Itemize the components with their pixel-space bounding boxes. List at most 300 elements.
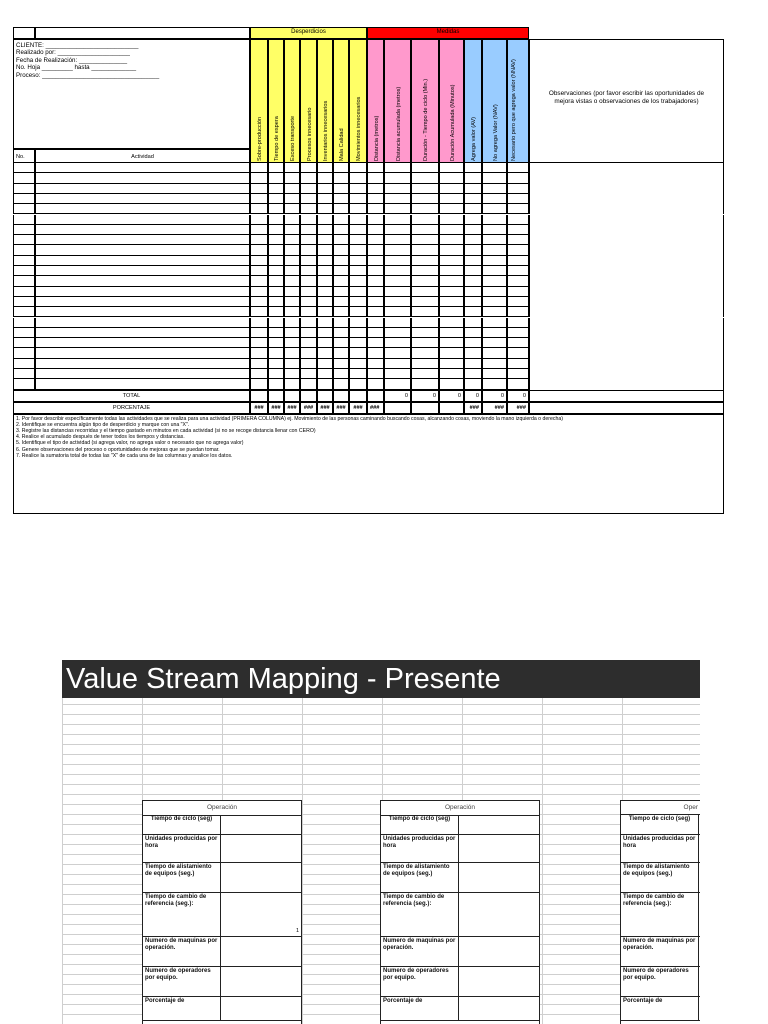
table-row-cell xyxy=(464,256,482,266)
table-row-cell xyxy=(250,276,268,286)
table-row-cell xyxy=(13,235,35,245)
table-row-cell xyxy=(507,225,529,235)
table-row-cell xyxy=(13,287,35,297)
medida-header xyxy=(439,39,464,163)
table-row-cell xyxy=(35,318,250,328)
table-row-cell xyxy=(250,204,268,214)
table-row-cell xyxy=(482,276,507,286)
table-row-cell xyxy=(268,163,284,173)
desperdicio-label: Exceso transporte xyxy=(290,115,296,161)
table-row-cell xyxy=(250,225,268,235)
table-row-cell xyxy=(13,204,35,214)
table-row-cell xyxy=(300,225,317,235)
total-obs-cell xyxy=(529,390,724,402)
table-row-cell xyxy=(284,369,300,379)
table-row-cell xyxy=(35,359,250,369)
table-row-cell xyxy=(13,318,35,328)
observaciones-header xyxy=(529,39,724,163)
table-row-cell xyxy=(464,225,482,235)
table-row-cell xyxy=(384,328,411,338)
table-row-cell xyxy=(507,173,529,183)
table-row-cell xyxy=(529,163,724,173)
operation-field-value[interactable] xyxy=(699,937,700,967)
table-row-cell xyxy=(333,369,349,379)
table-row-cell xyxy=(317,287,333,297)
table-row-cell xyxy=(507,215,529,225)
operation-field-value[interactable] xyxy=(699,997,700,1021)
table-row-cell xyxy=(529,266,724,276)
table-row-cell xyxy=(464,379,482,389)
operation-field-label: Tiempo de cambio de referencia (seg.): xyxy=(621,893,699,937)
grid-line xyxy=(62,784,700,785)
table-row-cell xyxy=(411,225,439,235)
grid-line xyxy=(542,698,543,1024)
table-row-cell xyxy=(411,276,439,286)
table-row-cell xyxy=(529,369,724,379)
porcentaje-value: ### xyxy=(287,404,297,411)
table-row-cell xyxy=(529,256,724,266)
table-row-cell xyxy=(13,215,35,225)
operation-field-label: Tiempo de alistamiento de equipos (seg.) xyxy=(621,863,699,893)
table-row-cell xyxy=(384,173,411,183)
client-info-line: Realizado por: _____________________ xyxy=(16,49,130,57)
table-row-cell xyxy=(35,297,250,307)
table-row-cell xyxy=(439,359,464,369)
table-row-cell xyxy=(13,348,35,358)
table-row-cell xyxy=(35,348,250,358)
table-row-cell xyxy=(482,163,507,173)
table-row-cell xyxy=(367,194,384,204)
table-row-cell xyxy=(439,256,464,266)
table-row-cell xyxy=(284,184,300,194)
operation-field-label: Numero de maquinas por operación. xyxy=(143,937,221,967)
grid-line xyxy=(302,698,303,1024)
desperdicio-label: Movimientos innecesarios xyxy=(356,96,362,161)
table-row-cell xyxy=(333,245,349,255)
porcentaje-value: ### xyxy=(336,404,346,411)
instruction-line: 4. Realice el acumulado después de tener todos los tiempos y distancias. xyxy=(16,434,185,441)
operation-field-value[interactable] xyxy=(221,937,301,967)
porcentaje-cell xyxy=(482,402,507,414)
table-row-cell xyxy=(317,266,333,276)
operation-field-label: Numero de operadores por equipo. xyxy=(381,967,459,997)
table-row-cell xyxy=(317,328,333,338)
grid-line xyxy=(62,744,700,745)
desperdicio-header xyxy=(284,39,300,163)
table-row-cell xyxy=(482,194,507,204)
table-row-cell xyxy=(384,348,411,358)
table-row-cell xyxy=(464,369,482,379)
table-row-cell xyxy=(300,369,317,379)
grid-line xyxy=(62,764,700,765)
medida-header xyxy=(411,39,439,163)
operation-field-value[interactable] xyxy=(221,815,301,835)
table-row-cell xyxy=(439,184,464,194)
table-row-cell xyxy=(317,235,333,245)
operation-field-value[interactable] xyxy=(221,863,301,893)
table-row-cell xyxy=(529,204,724,214)
table-row-cell xyxy=(529,225,724,235)
table-row-cell xyxy=(300,276,317,286)
table-row-cell xyxy=(349,348,367,358)
table-row-cell xyxy=(333,287,349,297)
table-row-cell xyxy=(482,338,507,348)
table-row-cell xyxy=(349,379,367,389)
table-row-cell xyxy=(411,328,439,338)
table-row-cell xyxy=(384,215,411,225)
medida-header xyxy=(482,39,507,163)
table-row-cell xyxy=(250,215,268,225)
table-row-cell xyxy=(384,359,411,369)
table-row-cell xyxy=(349,338,367,348)
table-row-cell xyxy=(411,245,439,255)
table-row-cell xyxy=(250,318,268,328)
medida-header xyxy=(367,39,384,163)
table-row-cell xyxy=(317,318,333,328)
table-row-cell xyxy=(367,266,384,276)
table-row-cell xyxy=(464,266,482,276)
table-row-cell xyxy=(13,359,35,369)
table-row-cell xyxy=(284,338,300,348)
table-row-cell xyxy=(349,173,367,183)
table-row-cell xyxy=(250,173,268,183)
table-row-cell xyxy=(35,215,250,225)
table-row-cell xyxy=(284,256,300,266)
table-row-cell xyxy=(507,369,529,379)
table-row-cell xyxy=(333,266,349,276)
operation-field-value[interactable] xyxy=(459,863,539,893)
table-row-cell xyxy=(317,359,333,369)
table-row-cell xyxy=(13,184,35,194)
table-row-cell xyxy=(349,204,367,214)
operation-field-label: Numero de maquinas por operación. xyxy=(381,937,459,967)
table-row-cell xyxy=(367,204,384,214)
total-cell xyxy=(333,390,349,402)
table-row-cell xyxy=(464,245,482,255)
operation-box xyxy=(142,800,302,1024)
table-row-cell xyxy=(333,297,349,307)
table-row-cell xyxy=(13,194,35,204)
table-row-cell xyxy=(482,245,507,255)
operation-field-value[interactable]: 1 xyxy=(221,893,301,937)
instruction-line: 3. Registre las distancias recorridas y el tiempo gastado en minutos en cada actividad (si no se recoge distancia llenar con CERO) xyxy=(16,428,316,434)
table-row-cell xyxy=(507,256,529,266)
total-row-label-cell xyxy=(13,390,250,402)
table-row-cell xyxy=(250,235,268,245)
table-row-cell xyxy=(268,266,284,276)
table-row-cell xyxy=(507,266,529,276)
grid-line xyxy=(62,724,700,725)
vsm-title: Value Stream Mapping - Presente xyxy=(62,660,700,698)
operation-field-value[interactable] xyxy=(221,967,301,997)
table-row-cell xyxy=(464,348,482,358)
operation-box xyxy=(380,800,540,1024)
operation-field-value[interactable] xyxy=(699,893,700,937)
table-row-cell xyxy=(367,297,384,307)
operation-field-value[interactable] xyxy=(459,893,539,937)
porcentaje-value: ### xyxy=(303,404,314,411)
table-row-cell xyxy=(250,256,268,266)
table-row-cell xyxy=(439,266,464,276)
table-row-cell xyxy=(333,328,349,338)
table-row-cell xyxy=(529,297,724,307)
table-row-cell xyxy=(317,173,333,183)
table-row-cell xyxy=(367,369,384,379)
table-row-cell xyxy=(384,318,411,328)
operation-field-label: Unidades producidas por hora xyxy=(381,835,459,863)
client-info-block xyxy=(13,39,250,149)
table-row-cell xyxy=(317,184,333,194)
table-row-cell xyxy=(250,245,268,255)
table-row-cell xyxy=(367,245,384,255)
table-row-cell xyxy=(250,297,268,307)
operation-field-value[interactable] xyxy=(459,937,539,967)
table-row-cell xyxy=(333,379,349,389)
table-row-cell xyxy=(35,338,250,348)
table-row-cell xyxy=(411,173,439,183)
table-row-cell xyxy=(411,184,439,194)
table-row-cell xyxy=(367,328,384,338)
operation-field-label: Numero de operadores por equipo. xyxy=(621,967,699,997)
table-row-cell xyxy=(507,379,529,389)
table-row-cell xyxy=(349,276,367,286)
table-row-cell xyxy=(317,245,333,255)
group-medidas-label: Medidas xyxy=(436,29,460,35)
table-row-cell xyxy=(333,163,349,173)
table-row-cell xyxy=(268,194,284,204)
table-row-cell xyxy=(411,318,439,328)
operation-field-value[interactable] xyxy=(459,967,539,997)
table-row-cell xyxy=(284,163,300,173)
table-row-cell xyxy=(300,256,317,266)
operation-field-value[interactable] xyxy=(699,815,700,835)
porcentaje-value: ### xyxy=(370,404,380,411)
total-cell xyxy=(411,390,439,402)
porcentaje-cell xyxy=(507,402,529,414)
desperdicio-header xyxy=(300,39,317,163)
table-row-cell xyxy=(507,194,529,204)
table-row-cell xyxy=(411,369,439,379)
porcentaje-value: ### xyxy=(494,404,504,411)
desperdicio-label: Tiempo de espera xyxy=(274,116,280,161)
table-row-cell xyxy=(411,163,439,173)
table-row-cell xyxy=(300,245,317,255)
table-row-cell xyxy=(268,297,284,307)
table-row-cell xyxy=(384,338,411,348)
operation-field-label: Tiempo de cambio de referencia (seg.): xyxy=(381,893,459,937)
table-row-cell xyxy=(384,276,411,286)
table-row-cell xyxy=(464,287,482,297)
table-row-cell xyxy=(333,276,349,286)
operation-field-value[interactable] xyxy=(699,967,700,997)
group-desperdicios xyxy=(250,27,367,39)
table-row-cell xyxy=(284,287,300,297)
total-cell xyxy=(464,390,482,402)
total-cell xyxy=(439,390,464,402)
table-row-cell xyxy=(35,194,250,204)
table-row-cell xyxy=(268,184,284,194)
porcentaje-label: PORCENTAJE xyxy=(112,404,151,411)
table-row-cell xyxy=(464,359,482,369)
table-row-cell xyxy=(13,297,35,307)
table-row-cell xyxy=(284,359,300,369)
table-row-cell xyxy=(384,307,411,317)
table-row-cell xyxy=(439,276,464,286)
table-row-cell xyxy=(439,287,464,297)
table-row-cell xyxy=(464,204,482,214)
porcentaje-cell xyxy=(284,402,300,414)
client-info-line: CLIENTE: ___________________________ xyxy=(16,42,139,49)
table-row-cell xyxy=(268,245,284,255)
col-no-header xyxy=(13,149,35,163)
table-row-cell xyxy=(529,307,724,317)
table-row-cell xyxy=(300,318,317,328)
table-row-cell xyxy=(268,215,284,225)
table-row-cell xyxy=(411,359,439,369)
operation-field-label: Tiempo de ciclo (seg) xyxy=(143,815,221,835)
porcentaje-value: ### xyxy=(254,404,264,411)
table-row-cell xyxy=(529,348,724,358)
porcentaje-cell xyxy=(384,402,411,414)
table-row-cell xyxy=(317,338,333,348)
table-row-cell xyxy=(439,348,464,358)
table-row-cell xyxy=(333,348,349,358)
table-row-cell xyxy=(250,379,268,389)
porcentaje-cell xyxy=(333,402,349,414)
total-cell xyxy=(268,390,284,402)
table-row-cell xyxy=(439,328,464,338)
table-row-cell xyxy=(268,225,284,235)
table-row-cell xyxy=(13,256,35,266)
table-row-cell xyxy=(464,235,482,245)
table-row-cell xyxy=(482,256,507,266)
table-row-cell xyxy=(464,163,482,173)
operation-field-value[interactable] xyxy=(459,997,539,1021)
table-row-cell xyxy=(35,369,250,379)
total-value: 0 xyxy=(432,392,436,399)
operation-field-value[interactable] xyxy=(699,863,700,893)
table-row-cell xyxy=(349,225,367,235)
table-row-cell xyxy=(35,287,250,297)
client-info-line: Fecha de Realización: ______________ xyxy=(16,56,128,64)
table-row-cell xyxy=(482,204,507,214)
table-row-cell xyxy=(284,173,300,183)
table-row-cell xyxy=(300,379,317,389)
operation-field-value[interactable] xyxy=(699,835,700,863)
table-row-cell xyxy=(529,173,724,183)
total-cell xyxy=(349,390,367,402)
group-desperdicios-label: Desperdicios xyxy=(291,29,326,35)
table-row-cell xyxy=(529,194,724,204)
table-row-cell xyxy=(367,359,384,369)
table-row-cell xyxy=(250,348,268,358)
table-row-cell xyxy=(13,307,35,317)
table-row-cell xyxy=(367,225,384,235)
desperdicio-label: Inventarios innecesarios xyxy=(323,100,329,161)
operation-field-value[interactable] xyxy=(221,835,301,863)
table-row-cell xyxy=(35,266,250,276)
medida-header xyxy=(384,39,411,163)
table-row-cell xyxy=(268,328,284,338)
table-row-cell xyxy=(333,338,349,348)
table-row-cell xyxy=(482,369,507,379)
table-row-cell xyxy=(333,307,349,317)
operation-field-value[interactable] xyxy=(221,997,301,1021)
table-row-cell xyxy=(250,184,268,194)
table-row-cell xyxy=(482,173,507,183)
table-row-cell xyxy=(13,379,35,389)
operation-field-value[interactable] xyxy=(459,835,539,863)
instruction-line: 1. Por favor describir específicamente todas las actividades que se realiza para una actividad (PRIMERA COLUMNA) ej. Movimiento de las personas caminando buscando cosas, alcanzando cosas, moviendo la mano izquierda o derecha) xyxy=(16,415,563,422)
total-cell xyxy=(300,390,317,402)
table-row-cell xyxy=(482,266,507,276)
table-row-cell xyxy=(317,204,333,214)
desperdicio-header xyxy=(333,39,349,163)
porcentaje-label-cell xyxy=(13,402,250,414)
table-row-cell xyxy=(35,184,250,194)
client-info-line: Proceso: __________________________________ xyxy=(16,71,160,79)
table-row-cell xyxy=(384,204,411,214)
table-row-cell xyxy=(529,379,724,389)
grid-line xyxy=(62,714,700,715)
table-row-cell xyxy=(284,379,300,389)
porcentaje-cell xyxy=(268,402,284,414)
medida-label: Distancia acumulada (metros) xyxy=(395,86,402,161)
table-row-cell xyxy=(13,225,35,235)
table-row-cell xyxy=(439,173,464,183)
table-row-cell xyxy=(250,266,268,276)
table-row-cell xyxy=(367,256,384,266)
desperdicio-header xyxy=(268,39,284,163)
table-row-cell xyxy=(300,204,317,214)
table-row-cell xyxy=(349,328,367,338)
table-row-cell xyxy=(482,184,507,194)
table-row-cell xyxy=(317,163,333,173)
table-row-cell xyxy=(35,163,250,173)
table-row-cell xyxy=(439,215,464,225)
col-no-label: No. xyxy=(16,154,25,160)
table-row-cell xyxy=(482,348,507,358)
group-medidas xyxy=(367,27,529,39)
porcentaje-cell xyxy=(250,402,268,414)
table-row-cell xyxy=(250,359,268,369)
table-row-cell xyxy=(367,318,384,328)
table-row-cell xyxy=(411,215,439,225)
table-row-cell xyxy=(529,235,724,245)
table-row-cell xyxy=(317,194,333,204)
table-row-cell xyxy=(411,338,439,348)
operation-field-label: Porcentaje de xyxy=(621,997,699,1021)
table-row-cell xyxy=(349,184,367,194)
table-row-cell xyxy=(529,318,724,328)
porcentaje-value: ### xyxy=(516,404,526,411)
operation-field-label: Tiempo de cambio de referencia (seg.): xyxy=(143,893,221,937)
table-row-cell xyxy=(411,379,439,389)
table-row-cell xyxy=(367,173,384,183)
table-row-cell xyxy=(333,318,349,328)
table-row-cell xyxy=(284,276,300,286)
table-row-cell xyxy=(333,256,349,266)
operation-field-value[interactable] xyxy=(459,815,539,835)
table-row-cell xyxy=(317,215,333,225)
operation-field-label: Tiempo de ciclo (seg) xyxy=(381,815,459,835)
table-row-cell xyxy=(268,276,284,286)
table-row-cell xyxy=(411,266,439,276)
table-row-cell xyxy=(349,215,367,225)
table-row-cell xyxy=(529,287,724,297)
table-row-cell xyxy=(284,194,300,204)
porcentaje-cell xyxy=(439,402,464,414)
